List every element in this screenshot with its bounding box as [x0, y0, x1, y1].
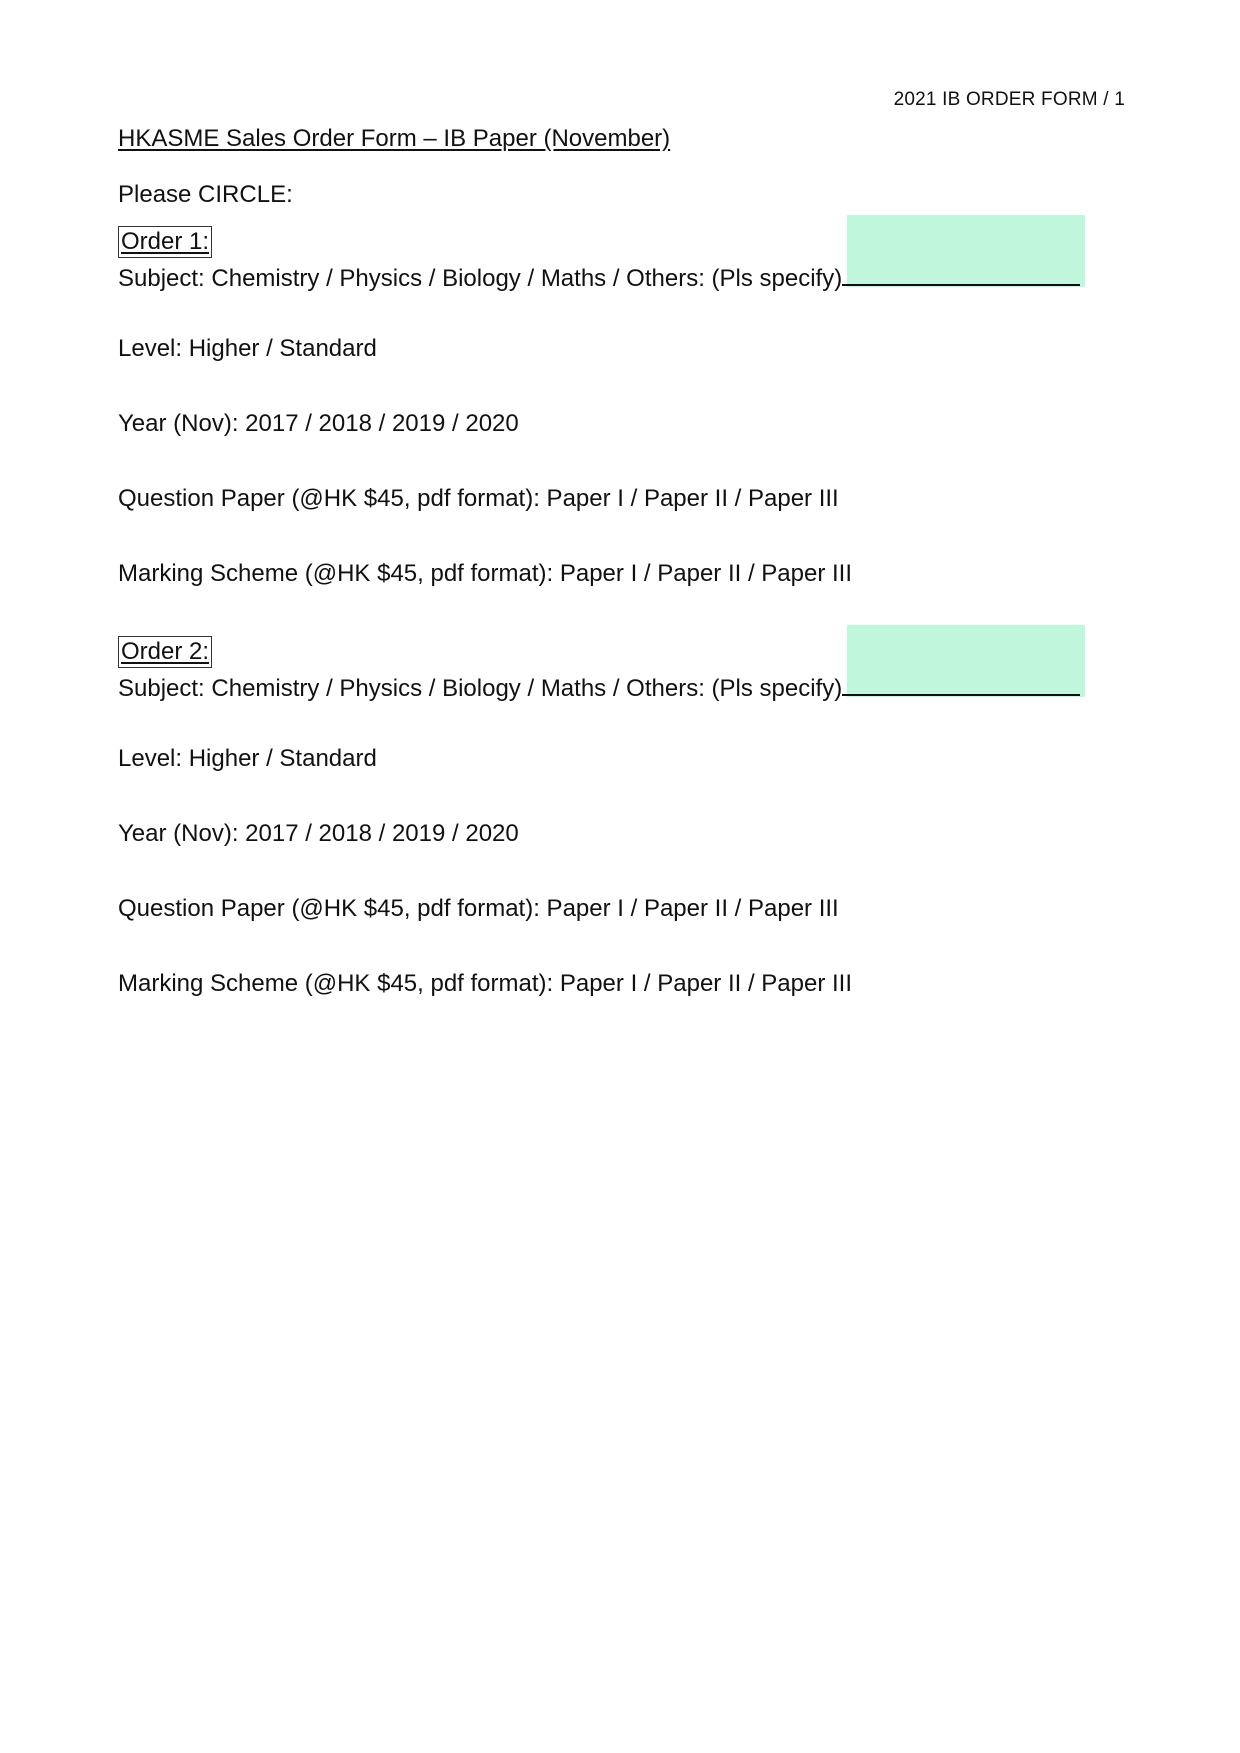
year-options[interactable]: Year (Nov): 2017 / 2018 / 2019 / 2020: [118, 410, 519, 437]
page-header-label: 2021 IB ORDER FORM / 1: [893, 89, 1125, 110]
year-options[interactable]: Year (Nov): 2017 / 2018 / 2019 / 2020: [118, 820, 519, 847]
order-heading: Order 2:: [118, 636, 212, 668]
marking-scheme-options[interactable]: Marking Scheme (@HK $45, pdf format): Paper I / Paper II / Paper III: [118, 970, 853, 997]
document-title: HKASME Sales Order Form – IB Paper (November): [118, 125, 671, 152]
question-paper-options[interactable]: Question Paper (@HK $45, pdf format): Paper I / Paper II / Paper III: [118, 895, 839, 922]
order-block-1: [118, 226, 1118, 606]
subject-specify-blank[interactable]: [842, 260, 1080, 286]
subject-line: [118, 670, 1080, 703]
order-heading: Order 1:: [118, 226, 212, 258]
question-paper-options[interactable]: Question Paper (@HK $45, pdf format): Paper I / Paper II / Paper III: [118, 485, 839, 512]
subject-specify-blank[interactable]: [842, 670, 1080, 696]
order-block-2: [118, 636, 1118, 1016]
level-options[interactable]: Level: Higher / Standard: [118, 335, 377, 362]
level-options[interactable]: Level: Higher / Standard: [118, 745, 377, 772]
subject-options[interactable]: Subject: Chemistry / Physics / Biology / Maths / Others: (Pls specify): [118, 265, 843, 292]
subject-options[interactable]: Subject: Chemistry / Physics / Biology / Maths / Others: (Pls specify): [118, 675, 843, 702]
circle-instruction: Please CIRCLE:: [118, 181, 293, 208]
subject-line: [118, 260, 1080, 293]
marking-scheme-options[interactable]: Marking Scheme (@HK $45, pdf format): Paper I / Paper II / Paper III: [118, 560, 853, 587]
